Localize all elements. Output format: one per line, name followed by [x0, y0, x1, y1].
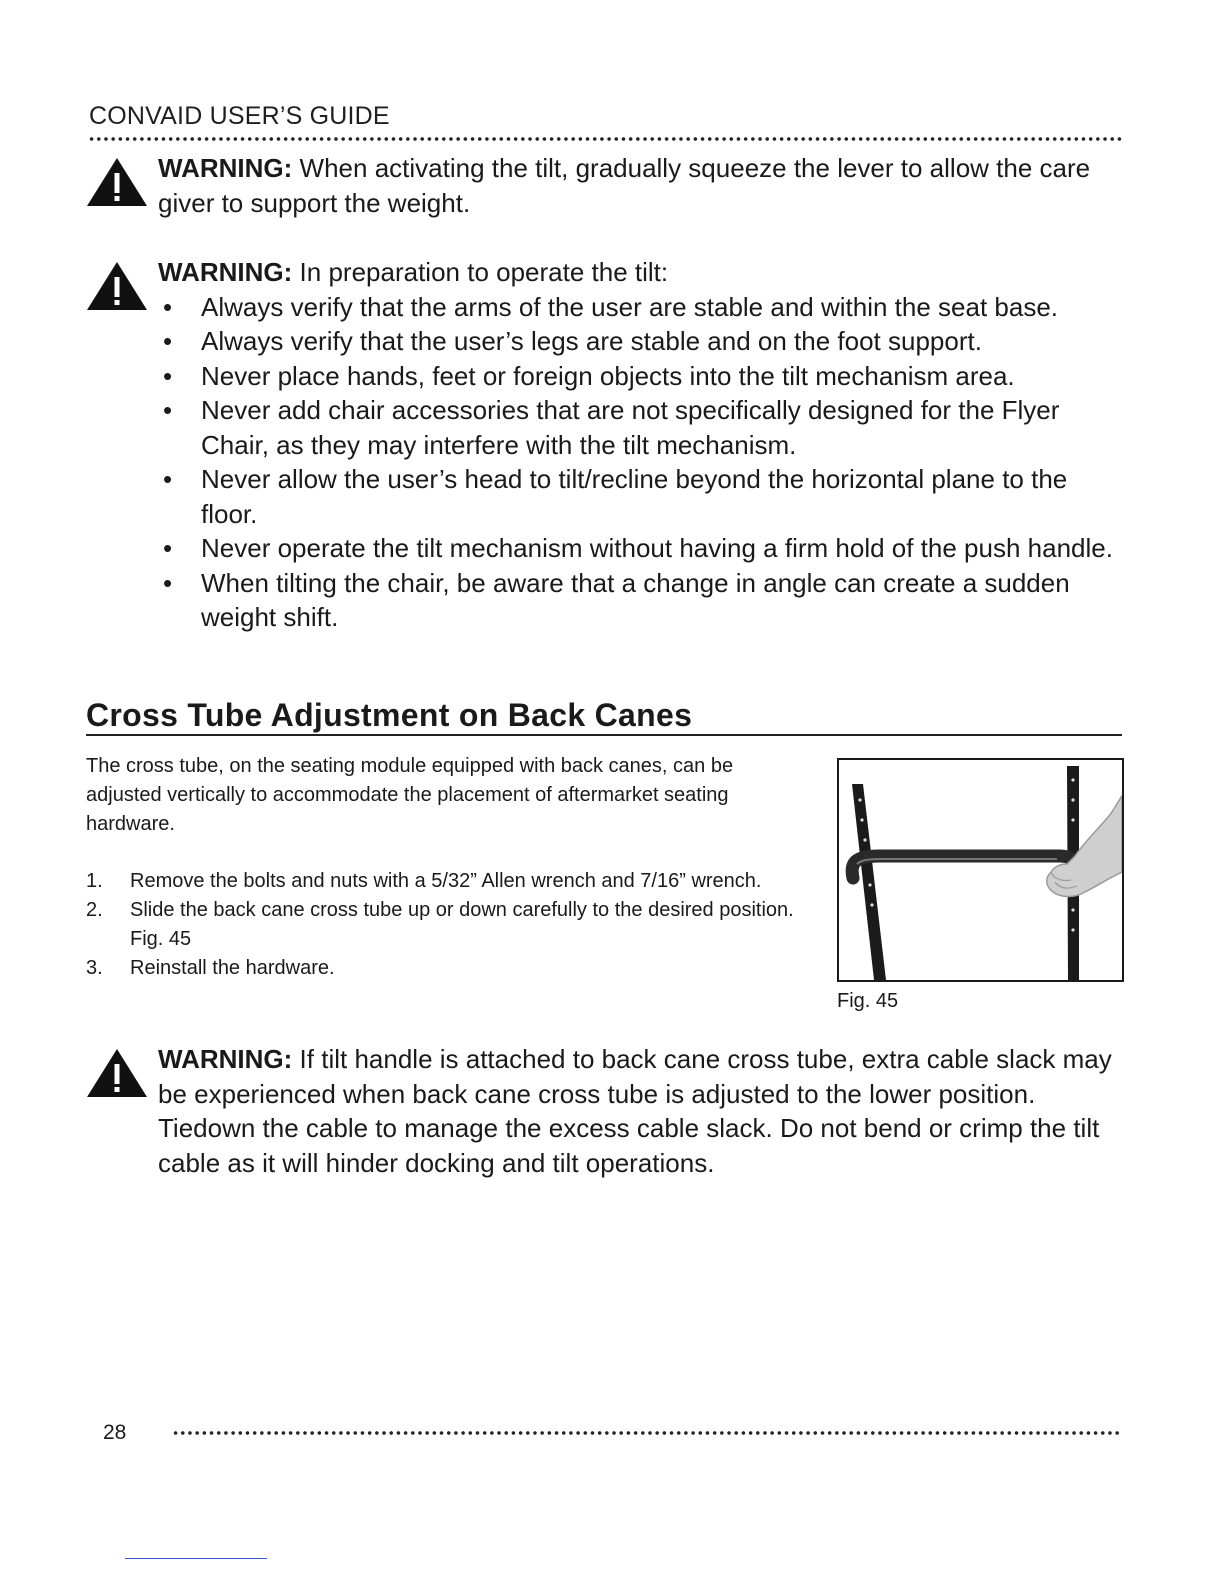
list-item: [158, 324, 1128, 359]
step-number: 1.: [86, 870, 103, 892]
section-title: Cross Tube Adjustment on Back Canes: [86, 697, 693, 733]
warning-triangle-icon: [86, 260, 148, 312]
step-text: Reinstall the hardware.: [130, 957, 335, 979]
warning-tilt-preparation: [158, 255, 1128, 635]
list-item-text: Always verify that the user’s legs are stable and on the foot support.: [201, 326, 982, 356]
list-item-text: Never place hands, feet or foreign objects into the tilt mechanism area.: [201, 360, 1015, 391]
step-text: Remove the bolts and nuts with a 5/32” Allen wrench and 7/16” wrench.: [130, 870, 762, 892]
bullet-icon: •: [163, 533, 173, 563]
warning-tilt-lever: [158, 151, 1128, 220]
list-item: [86, 896, 796, 954]
figure-photo: [837, 758, 1124, 982]
page-number: 28: [103, 1421, 127, 1444]
list-item-text: Always verify that the arms of the user are stable and within the seat base.: [201, 291, 1058, 322]
warning-cable-slack: [158, 1042, 1128, 1180]
list-item: [158, 393, 1128, 462]
header-dotted-rule: [88, 136, 1123, 142]
steps-list: [86, 867, 796, 983]
warning-keyword: WARNING:: [158, 153, 293, 183]
section-rule: [86, 734, 1122, 736]
bullet-icon: •: [163, 395, 173, 425]
warning-keyword: WARNING:: [158, 257, 293, 287]
warning-triangle-icon: [86, 156, 148, 208]
bullet-icon: •: [163, 291, 173, 322]
list-item: [86, 954, 796, 983]
bullet-icon: •: [163, 360, 173, 391]
list-item: [158, 531, 1128, 566]
list-item: [86, 867, 796, 896]
warning-text: When activating the tilt, gradually squeeze the lever to allow the care giver to support the weight.: [158, 153, 1091, 218]
footer-dotted-rule: [172, 1430, 1122, 1436]
list-item: [158, 290, 1128, 325]
warning-keyword: WARNING:: [158, 1044, 293, 1074]
list-item: [158, 462, 1128, 531]
list-item: [158, 359, 1128, 394]
figure-caption: Fig. 45: [837, 990, 899, 1012]
step-number: 2.: [86, 899, 103, 921]
section-intro: The cross tube, on the seating module equipped with back canes, can be adjusted vertically to accommodate the placement of aftermarket seating hardware.: [86, 755, 734, 835]
step-text: Slide the back cane cross tube up or down carefully to the desired position. Fig. 45: [130, 899, 794, 950]
bullet-icon: •: [163, 567, 173, 598]
warning-text: In preparation to operate the tilt:: [292, 257, 669, 287]
list-item-text: Never operate the tilt mechanism without having a firm hold of the push handle.: [201, 533, 1113, 563]
warning-text: If tilt handle is attached to back cane cross tube, extra cable slack may be experienced when back cane cross tube is adjusted to the lower position. Tiedown the cable to manage the excess cable slack. Do not bend or crimp the tilt cable as it will hinder docking and tilt operations.: [158, 1044, 1112, 1178]
back-cane-cross-tube-illustration: [839, 760, 1122, 980]
warning-bullet-list: [158, 290, 1128, 635]
bullet-icon: •: [163, 464, 173, 494]
link-underline: [125, 1558, 267, 1559]
bullet-icon: •: [163, 326, 173, 356]
list-item: [158, 566, 1128, 635]
running-header: CONVAID USER’S GUIDE: [89, 102, 390, 130]
list-item-text: When tilting the chair, be aware that a change in angle can create a sudden weight shift.: [201, 567, 1070, 632]
warning-triangle-icon: [86, 1047, 148, 1099]
list-item-text: Never add chair accessories that are not specifically designed for the Flyer Chair, as they may interfere with the tilt mechanism.: [201, 395, 1060, 460]
list-item-text: Never allow the user’s head to tilt/recline beyond the horizontal plane to the floor.: [201, 464, 1068, 529]
step-number: 3.: [86, 957, 103, 979]
